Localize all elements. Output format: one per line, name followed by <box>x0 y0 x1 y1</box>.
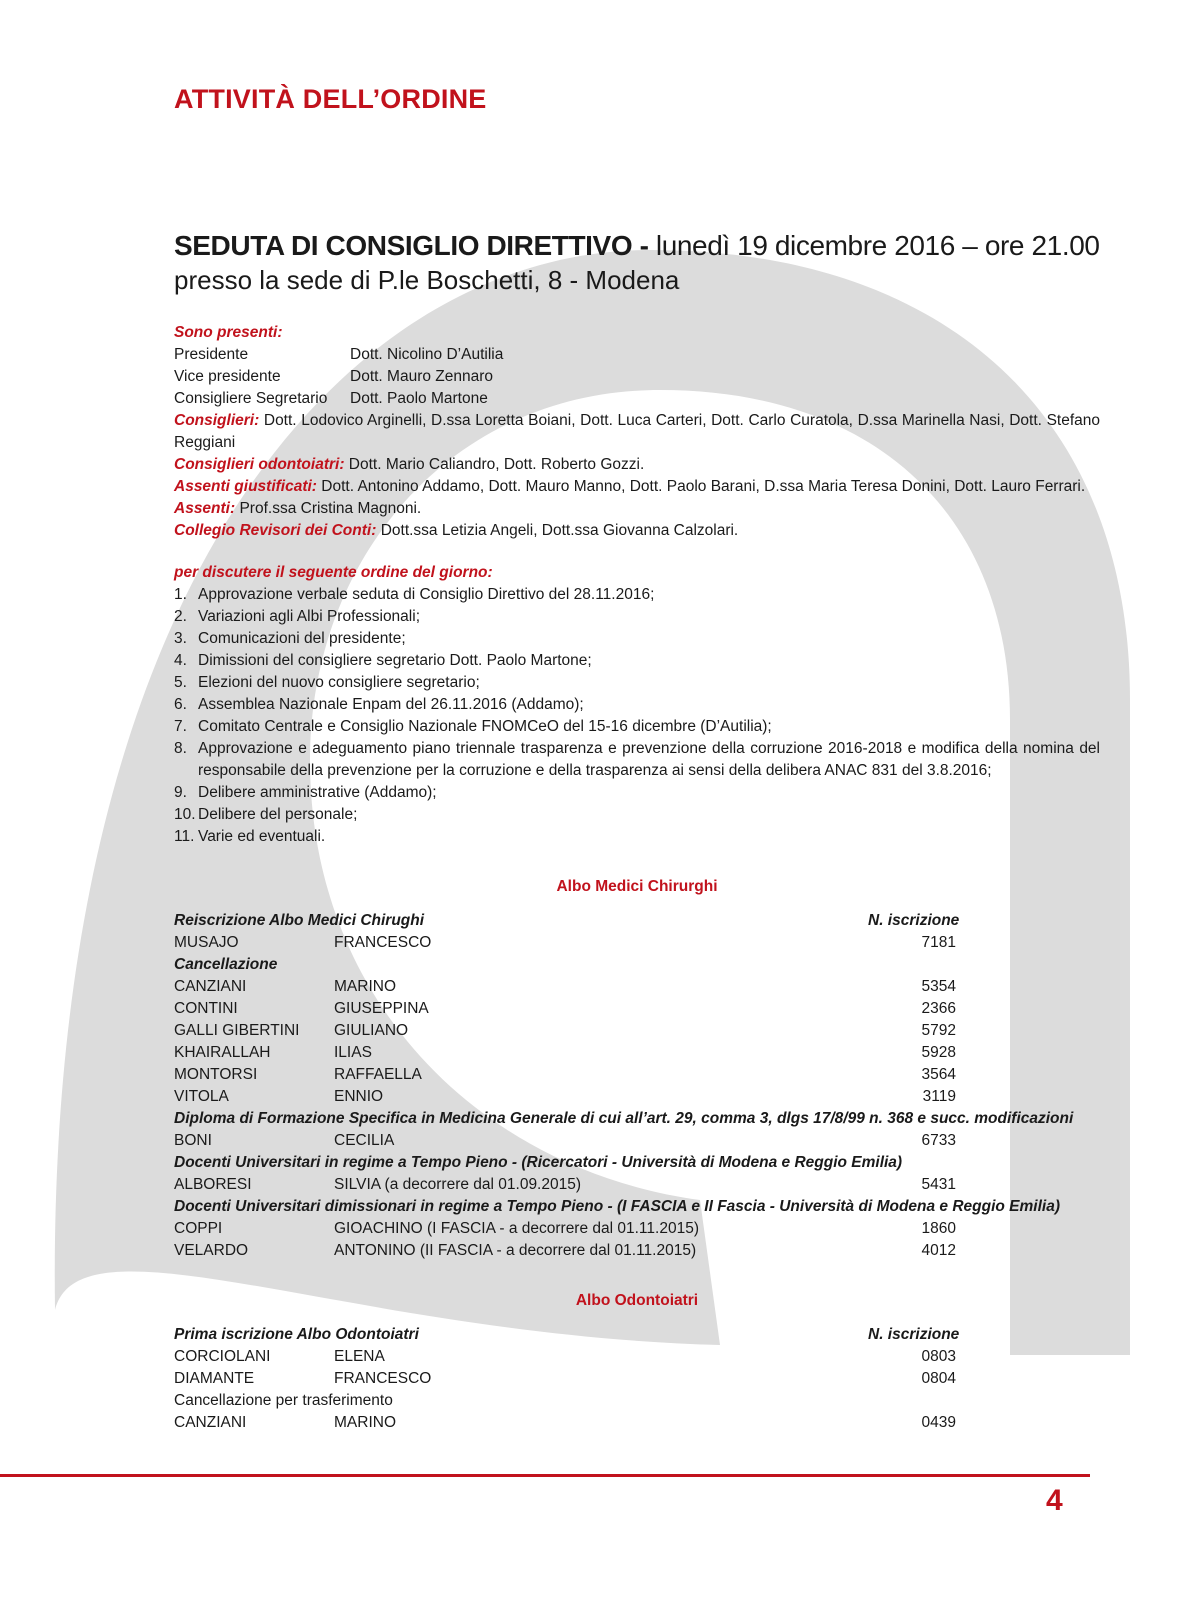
agenda-item: 5. Elezioni del nuovo consigliere segretario; <box>174 674 480 691</box>
present-label: Sono presenti: <box>174 324 283 341</box>
officer-role: Vice presidente <box>174 368 281 385</box>
agenda-item: 7. Comitato Centrale e Consiglio Nazionale FNOMCeO del 15-16 dicembre (D’Autilia); <box>174 718 772 735</box>
register-row: CORCIOLANI ELENA 0803 <box>174 1348 956 1365</box>
group-text: Dott.ssa Letizia Angeli, Dott.ssa Giovanna Calzolari. <box>376 522 739 539</box>
meeting-title-block <box>174 229 1100 297</box>
agenda-item: 6. Assemblea Nazionale Enpam del 26.11.2016 (Addamo); <box>174 696 584 713</box>
register-row: CONTINI GIUSEPPINA 2366 <box>174 1000 956 1017</box>
officer-row <box>174 366 1100 388</box>
register-row: VELARDO ANTONINO (II FASCIA - a decorrere dal 01.11.2015) 4012 <box>174 1242 956 1259</box>
officer-row <box>174 388 1100 410</box>
officer-row <box>174 344 1100 366</box>
register-row: ALBORESI SILVIA (a decorrere dal 01.09.2015) 5431 <box>174 1176 956 1193</box>
group-label: Consiglieri odontoiatri: <box>174 456 345 473</box>
register-row: GALLI GIBERTINI GIULIANO 5792 <box>174 1022 956 1039</box>
diploma-label: Diploma di Formazione Specifica in Medicina Generale di cui all’art. 29, comma 3, dlgs 17/8/99 n. 368 e succ. modificazioni <box>174 1110 1074 1127</box>
group-text: Dott. Lodovico Arginelli, D.ssa Loretta Boiani, Dott. Luca Carteri, Dott. Carlo Curatola, D.ssa Marinella Nasi, Dott. Stefano Reggiani <box>174 412 1100 451</box>
group-text: Dott. Antonino Addamo, Dott. Mauro Manno, Dott. Paolo Barani, D.ssa Maria Teresa Donini, Dott. Lauro Ferrari. <box>316 478 1086 495</box>
meeting-date: lunedì 19 dicembre 2016 – ore 21.00 <box>648 230 1100 261</box>
page-number: 4 <box>1046 1484 1063 1517</box>
register-row: COPPI GIOACHINO (I FASCIA - a decorrere dal 01.11.2015) 1860 <box>174 1220 956 1237</box>
trasferimento-label: Cancellazione per trasferimento <box>174 1392 393 1409</box>
group-text: Dott. Mario Caliandro, Dott. Roberto Gozzi. <box>344 456 645 473</box>
minutes-body <box>174 322 1100 1434</box>
agenda-item: 2. Variazioni agli Albi Professionali; <box>174 608 420 625</box>
group-label: Consiglieri: <box>174 412 260 429</box>
attendance-group <box>174 520 1100 542</box>
footer-rule <box>0 1474 1090 1477</box>
dimissionari-label: Docenti Universitari dimissionari in regime a Tempo Pieno - (I FASCIA e II Fascia - Università di Modena e Reggio Emilia) <box>174 1198 1061 1215</box>
register-row: MUSAJO FRANCESCO 7181 <box>174 934 956 951</box>
register-row: VITOLA ENNIO 3119 <box>174 1088 956 1105</box>
agenda-item: 8. Approvazione e adeguamento piano triennale trasparenza e prevenzione della corruzione 2016-2018 e modifica della nomina del responsabile della prevenzione per la corruzione e della trasparenza ai sensi della delibera ANAC 831 del 3.8.2016; <box>174 740 1100 779</box>
albo-odontoiatri-header: Prima iscrizione Albo Odontoiatri N. iscrizione <box>174 1326 960 1343</box>
meeting-location: presso la sede di P.le Boschetti, 8 - Modena <box>174 265 680 295</box>
register-row: MONTORSI RAFFAELLA 3564 <box>174 1066 956 1083</box>
group-label: Assenti giustificati: <box>174 478 317 495</box>
agenda-item: 11. Varie ed eventuali. <box>174 828 326 845</box>
albo-medici-header: Reiscrizione Albo Medici Chirughi N. iscrizione <box>174 912 960 929</box>
register-row: CANZIANI MARINO 5354 <box>174 978 956 995</box>
agenda-item: 9. Delibere amministrative (Addamo); <box>174 784 437 801</box>
officer-name: Dott. Nicolino D’Autilia <box>350 346 504 363</box>
register-row: DIAMANTE FRANCESCO 0804 <box>174 1370 956 1387</box>
cancellazione-label: Cancellazione <box>174 956 278 973</box>
register-row: CANZIANI MARINO 0439 <box>174 1414 956 1431</box>
agenda-list <box>174 584 1100 848</box>
register-row: BONI CECILIA 6733 <box>174 1132 956 1149</box>
agenda-item: 10. Delibere del personale; <box>174 806 358 823</box>
agenda-item: 3. Comunicazioni del presidente; <box>174 630 406 647</box>
agenda-item: 4. Dimissioni del consigliere segretario Dott. Paolo Martone; <box>174 652 592 669</box>
attendance-group <box>174 476 1100 498</box>
albo-odontoiatri-title: Albo Odontoiatri <box>575 1292 699 1309</box>
attendance-group <box>174 454 1100 476</box>
officer-name: Dott. Paolo Martone <box>350 390 488 407</box>
agenda-label: per discutere il seguente ordine del giorno: <box>174 564 493 581</box>
group-label: Collegio Revisori dei Conti: <box>174 522 377 539</box>
officer-role: Consigliere Segretario <box>174 390 328 407</box>
register-row: KHAIRALLAH ILIAS 5928 <box>174 1044 956 1061</box>
meeting-title: SEDUTA DI CONSIGLIO DIRETTIVO - <box>174 230 649 261</box>
officer-role: Presidente <box>174 346 249 363</box>
attendance-group <box>174 498 1100 520</box>
section-header: ATTIVITÀ DELL’ORDINE <box>174 84 487 114</box>
officer-name: Dott. Mauro Zennaro <box>350 368 494 385</box>
group-text: Prof.ssa Cristina Magnoni. <box>235 500 422 517</box>
attendance-group <box>174 410 1100 454</box>
albo-medici-title: Albo Medici Chirurghi <box>556 878 718 895</box>
agenda-item: 1. Approvazione verbale seduta di Consiglio Direttivo del 28.11.2016; <box>174 586 655 603</box>
docenti-label: Docenti Universitari in regime a Tempo Pieno - (Ricercatori - Università di Modena e Reggio Emilia) <box>174 1154 903 1171</box>
group-label: Assenti: <box>174 500 236 517</box>
